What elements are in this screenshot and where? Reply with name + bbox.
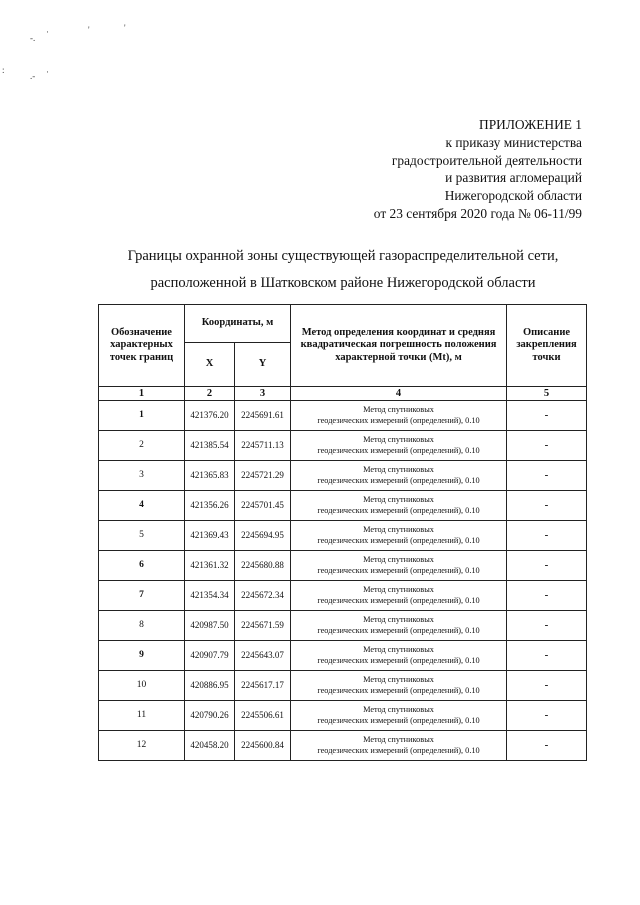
description-cell: - bbox=[507, 431, 587, 461]
x-cell: 421354.34 bbox=[185, 581, 235, 611]
method-cell bbox=[291, 611, 507, 641]
method-line-1: Метод спутниковых bbox=[363, 525, 434, 534]
column-number: 1 bbox=[99, 387, 185, 401]
method-line-1: Метод спутниковых bbox=[363, 405, 434, 414]
method-line-1: Метод спутниковых bbox=[363, 495, 434, 504]
x-cell: 420790.26 bbox=[185, 701, 235, 731]
point-cell: 1 bbox=[99, 401, 185, 431]
description-cell: - bbox=[507, 671, 587, 701]
header-y: Y bbox=[235, 343, 291, 387]
y-cell: 2245506.61 bbox=[235, 701, 291, 731]
table-row bbox=[99, 641, 587, 671]
method-line-1: Метод спутниковых bbox=[363, 645, 434, 654]
table-row bbox=[99, 701, 587, 731]
point-cell: 10 bbox=[99, 671, 185, 701]
method-line-2: геодезических измерений (определений), 0.10 bbox=[317, 535, 480, 545]
method-line-1: Метод спутниковых bbox=[363, 705, 434, 714]
point-cell: 12 bbox=[99, 731, 185, 761]
x-cell: 420907.79 bbox=[185, 641, 235, 671]
point-cell: 11 bbox=[99, 701, 185, 731]
table-row bbox=[99, 401, 587, 431]
x-cell: 421361.32 bbox=[185, 551, 235, 581]
description-cell: - bbox=[507, 401, 587, 431]
description-cell: - bbox=[507, 581, 587, 611]
header-method: Метод определения координат и средняя квадратическая погрешность положения характерной точки (Mt), м bbox=[291, 305, 507, 387]
method-line-2: геодезических измерений (определений), 0.10 bbox=[317, 565, 480, 575]
column-number: 4 bbox=[291, 387, 507, 401]
description-cell: - bbox=[507, 491, 587, 521]
method-line-1: Метод спутниковых bbox=[363, 465, 434, 474]
point-cell: 6 bbox=[99, 551, 185, 581]
x-cell: 421365.83 bbox=[185, 461, 235, 491]
method-line-2: геодезических измерений (определений), 0.10 bbox=[317, 505, 480, 515]
column-number: 5 bbox=[507, 387, 587, 401]
method-cell bbox=[291, 521, 507, 551]
method-line-2: геодезических измерений (определений), 0.10 bbox=[317, 745, 480, 755]
column-number: 3 bbox=[235, 387, 291, 401]
method-line-2: геодезических измерений (определений), 0.10 bbox=[317, 475, 480, 485]
method-line-1: Метод спутниковых bbox=[363, 585, 434, 594]
y-cell: 2245711.13 bbox=[235, 431, 291, 461]
point-cell: 8 bbox=[99, 611, 185, 641]
header-coordinates: Координаты, м bbox=[185, 305, 291, 343]
description-cell: - bbox=[507, 551, 587, 581]
description-cell: - bbox=[507, 641, 587, 671]
table-row bbox=[99, 491, 587, 521]
method-cell bbox=[291, 431, 507, 461]
y-cell: 2245671.59 bbox=[235, 611, 291, 641]
x-cell: 420458.20 bbox=[185, 731, 235, 761]
method-line-1: Метод спутниковых bbox=[363, 555, 434, 564]
method-line-2: геодезических измерений (определений), 0.10 bbox=[317, 595, 480, 605]
method-line-2: геодезических измерений (определений), 0.10 bbox=[317, 415, 480, 425]
table-row bbox=[99, 431, 587, 461]
method-line-1: Метод спутниковых bbox=[363, 435, 434, 444]
description-cell: - bbox=[507, 461, 587, 491]
point-cell: 7 bbox=[99, 581, 185, 611]
appendix-header bbox=[374, 116, 582, 223]
document-title bbox=[0, 243, 640, 297]
method-cell bbox=[291, 401, 507, 431]
method-cell bbox=[291, 581, 507, 611]
method-cell bbox=[291, 701, 507, 731]
method-line-2: геодезических измерений (определений), 0.10 bbox=[317, 625, 480, 635]
table-row bbox=[99, 461, 587, 491]
header-x: X bbox=[185, 343, 235, 387]
method-line-1: Метод спутниковых bbox=[363, 675, 434, 684]
table-row bbox=[99, 731, 587, 761]
method-cell bbox=[291, 641, 507, 671]
method-line-2: геодезических измерений (определений), 0.10 bbox=[317, 685, 480, 695]
order-date-number: от 23 сентября 2020 года № 06-11/99 bbox=[373, 205, 582, 221]
table-row bbox=[99, 551, 587, 581]
agglomeration-line: и развития агломераций bbox=[445, 170, 582, 186]
ministry-line: градостроительной деятельности bbox=[391, 152, 582, 168]
y-cell: 2245600.84 bbox=[235, 731, 291, 761]
method-cell bbox=[291, 671, 507, 701]
description-cell: - bbox=[507, 521, 587, 551]
title-line-2: расположенной в Шатковском районе Нижегородской области bbox=[150, 275, 536, 291]
appendix-title: ПРИЛОЖЕНИЕ 1 bbox=[479, 117, 582, 132]
y-cell: 2245691.61 bbox=[235, 401, 291, 431]
x-cell: 420886.95 bbox=[185, 671, 235, 701]
description-cell: - bbox=[507, 731, 587, 761]
table-row bbox=[99, 581, 587, 611]
table-row bbox=[99, 521, 587, 551]
x-cell: 421369.43 bbox=[185, 521, 235, 551]
column-number: 2 bbox=[185, 387, 235, 401]
method-cell bbox=[291, 731, 507, 761]
method-line-2: геодезических измерений (определений), 0.10 bbox=[317, 445, 480, 455]
y-cell: 2245617.17 bbox=[235, 671, 291, 701]
point-cell: 9 bbox=[99, 641, 185, 671]
x-cell: 421385.54 bbox=[185, 431, 235, 461]
method-cell bbox=[291, 461, 507, 491]
header-point-designation: Обозначение характерных точек границ bbox=[99, 305, 185, 387]
table-row bbox=[99, 611, 587, 641]
x-cell: 421376.20 bbox=[185, 401, 235, 431]
title-line-1: Границы охранной зоны существующей газораспределительной сети, bbox=[127, 248, 559, 264]
y-cell: 2245694.95 bbox=[235, 521, 291, 551]
point-cell: 2 bbox=[99, 431, 185, 461]
method-line-1: Метод спутниковых bbox=[363, 615, 434, 624]
y-cell: 2245721.29 bbox=[235, 461, 291, 491]
y-cell: 2245701.45 bbox=[235, 491, 291, 521]
point-cell: 4 bbox=[99, 491, 185, 521]
method-line-2: геодезических измерений (определений), 0.10 bbox=[317, 715, 480, 725]
header-description: Описание закрепления точки bbox=[507, 305, 587, 387]
region-line: Нижегородской области bbox=[444, 188, 582, 204]
method-cell bbox=[291, 551, 507, 581]
point-cell: 3 bbox=[99, 461, 185, 491]
description-cell: - bbox=[507, 701, 587, 731]
method-line-1: Метод спутниковых bbox=[363, 735, 434, 744]
point-cell: 5 bbox=[99, 521, 185, 551]
table-row bbox=[99, 671, 587, 701]
x-cell: 421356.26 bbox=[185, 491, 235, 521]
method-cell bbox=[291, 491, 507, 521]
order-line: к приказу министерства bbox=[445, 134, 582, 150]
description-cell: - bbox=[507, 611, 587, 641]
coordinates-table bbox=[98, 304, 587, 761]
method-line-2: геодезических измерений (определений), 0.10 bbox=[317, 655, 480, 665]
y-cell: 2245680.88 bbox=[235, 551, 291, 581]
y-cell: 2245672.34 bbox=[235, 581, 291, 611]
y-cell: 2245643.07 bbox=[235, 641, 291, 671]
x-cell: 420987.50 bbox=[185, 611, 235, 641]
